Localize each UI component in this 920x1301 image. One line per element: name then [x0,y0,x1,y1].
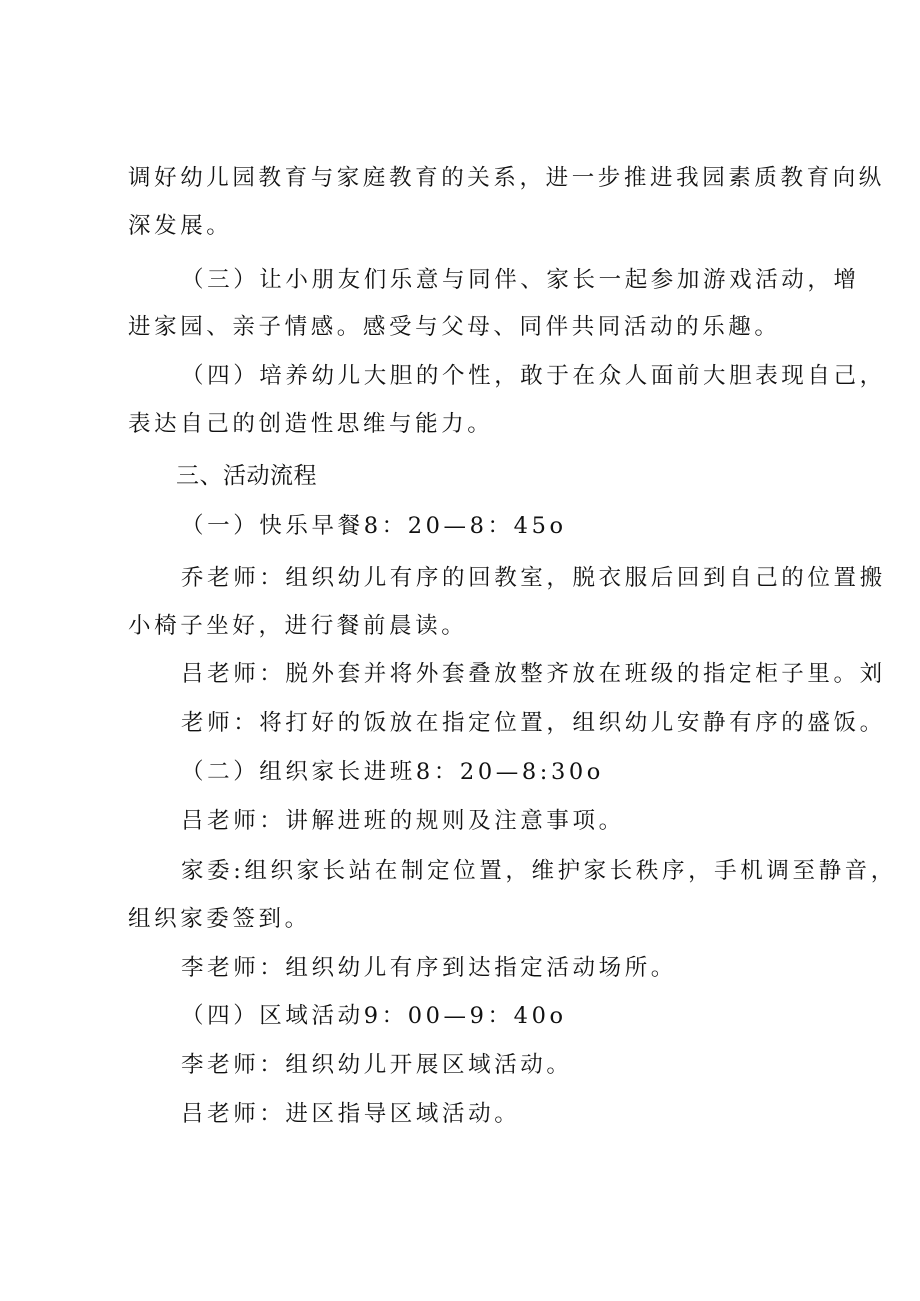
body-text-line: 深发展。 [128,213,233,239]
teacher-duty-line: 吕老师：脱外套并将外套叠放整齐放在班级的指定柜子里。刘 [181,661,886,687]
schedule-item-area-activity: （四）区域活动9：00—9：40o [181,1003,567,1029]
objective-item-3: （三）让小朋友们乐意与同伴、家长一起参加游戏活动，增 [181,267,860,293]
schedule-item-breakfast: （一）快乐早餐8：20—8：45o [181,513,567,539]
teacher-duty-line: 乔老师：组织幼儿有序的回教室，脱衣服后回到自己的位置搬 [181,565,886,591]
section-heading: 三、活动流程 [176,463,317,489]
body-text-line: 进家园、亲子情感。感受与父母、同伴共同活动的乐趣。 [128,314,781,340]
teacher-duty-line: 吕老师：讲解进班的规则及注意事项。 [181,808,625,834]
teacher-duty-line: 吕老师：进区指导区域活动。 [181,1101,521,1127]
schedule-item-parents: （二）组织家长进班8：20—8:30o [181,759,604,785]
body-text-line: 表达自己的创造性思维与能力。 [128,411,494,437]
teacher-duty-line: 李老师：组织幼儿有序到达指定活动场所。 [181,955,677,981]
body-text-line: 调好幼儿园教育与家庭教育的关系，进一步推进我园素质教育向纵 [128,165,885,191]
objective-item-4: （四）培养幼儿大胆的个性，敢于在众人面前大胆表现自己， [181,363,886,389]
teacher-duty-line: 李老师：组织幼儿开展区域活动。 [181,1052,573,1078]
committee-duty-line: 家委:组织家长站在制定位置，维护家长秩序，手机调至静音， [181,858,897,884]
committee-duty-line: 组织家委签到。 [128,906,311,932]
teacher-duty-line: 老师：将打好的饭放在指定位置，组织幼儿安静有序的盛饭。 [181,710,886,736]
teacher-duty-line: 小椅子坐好，进行餐前晨读。 [128,613,468,639]
